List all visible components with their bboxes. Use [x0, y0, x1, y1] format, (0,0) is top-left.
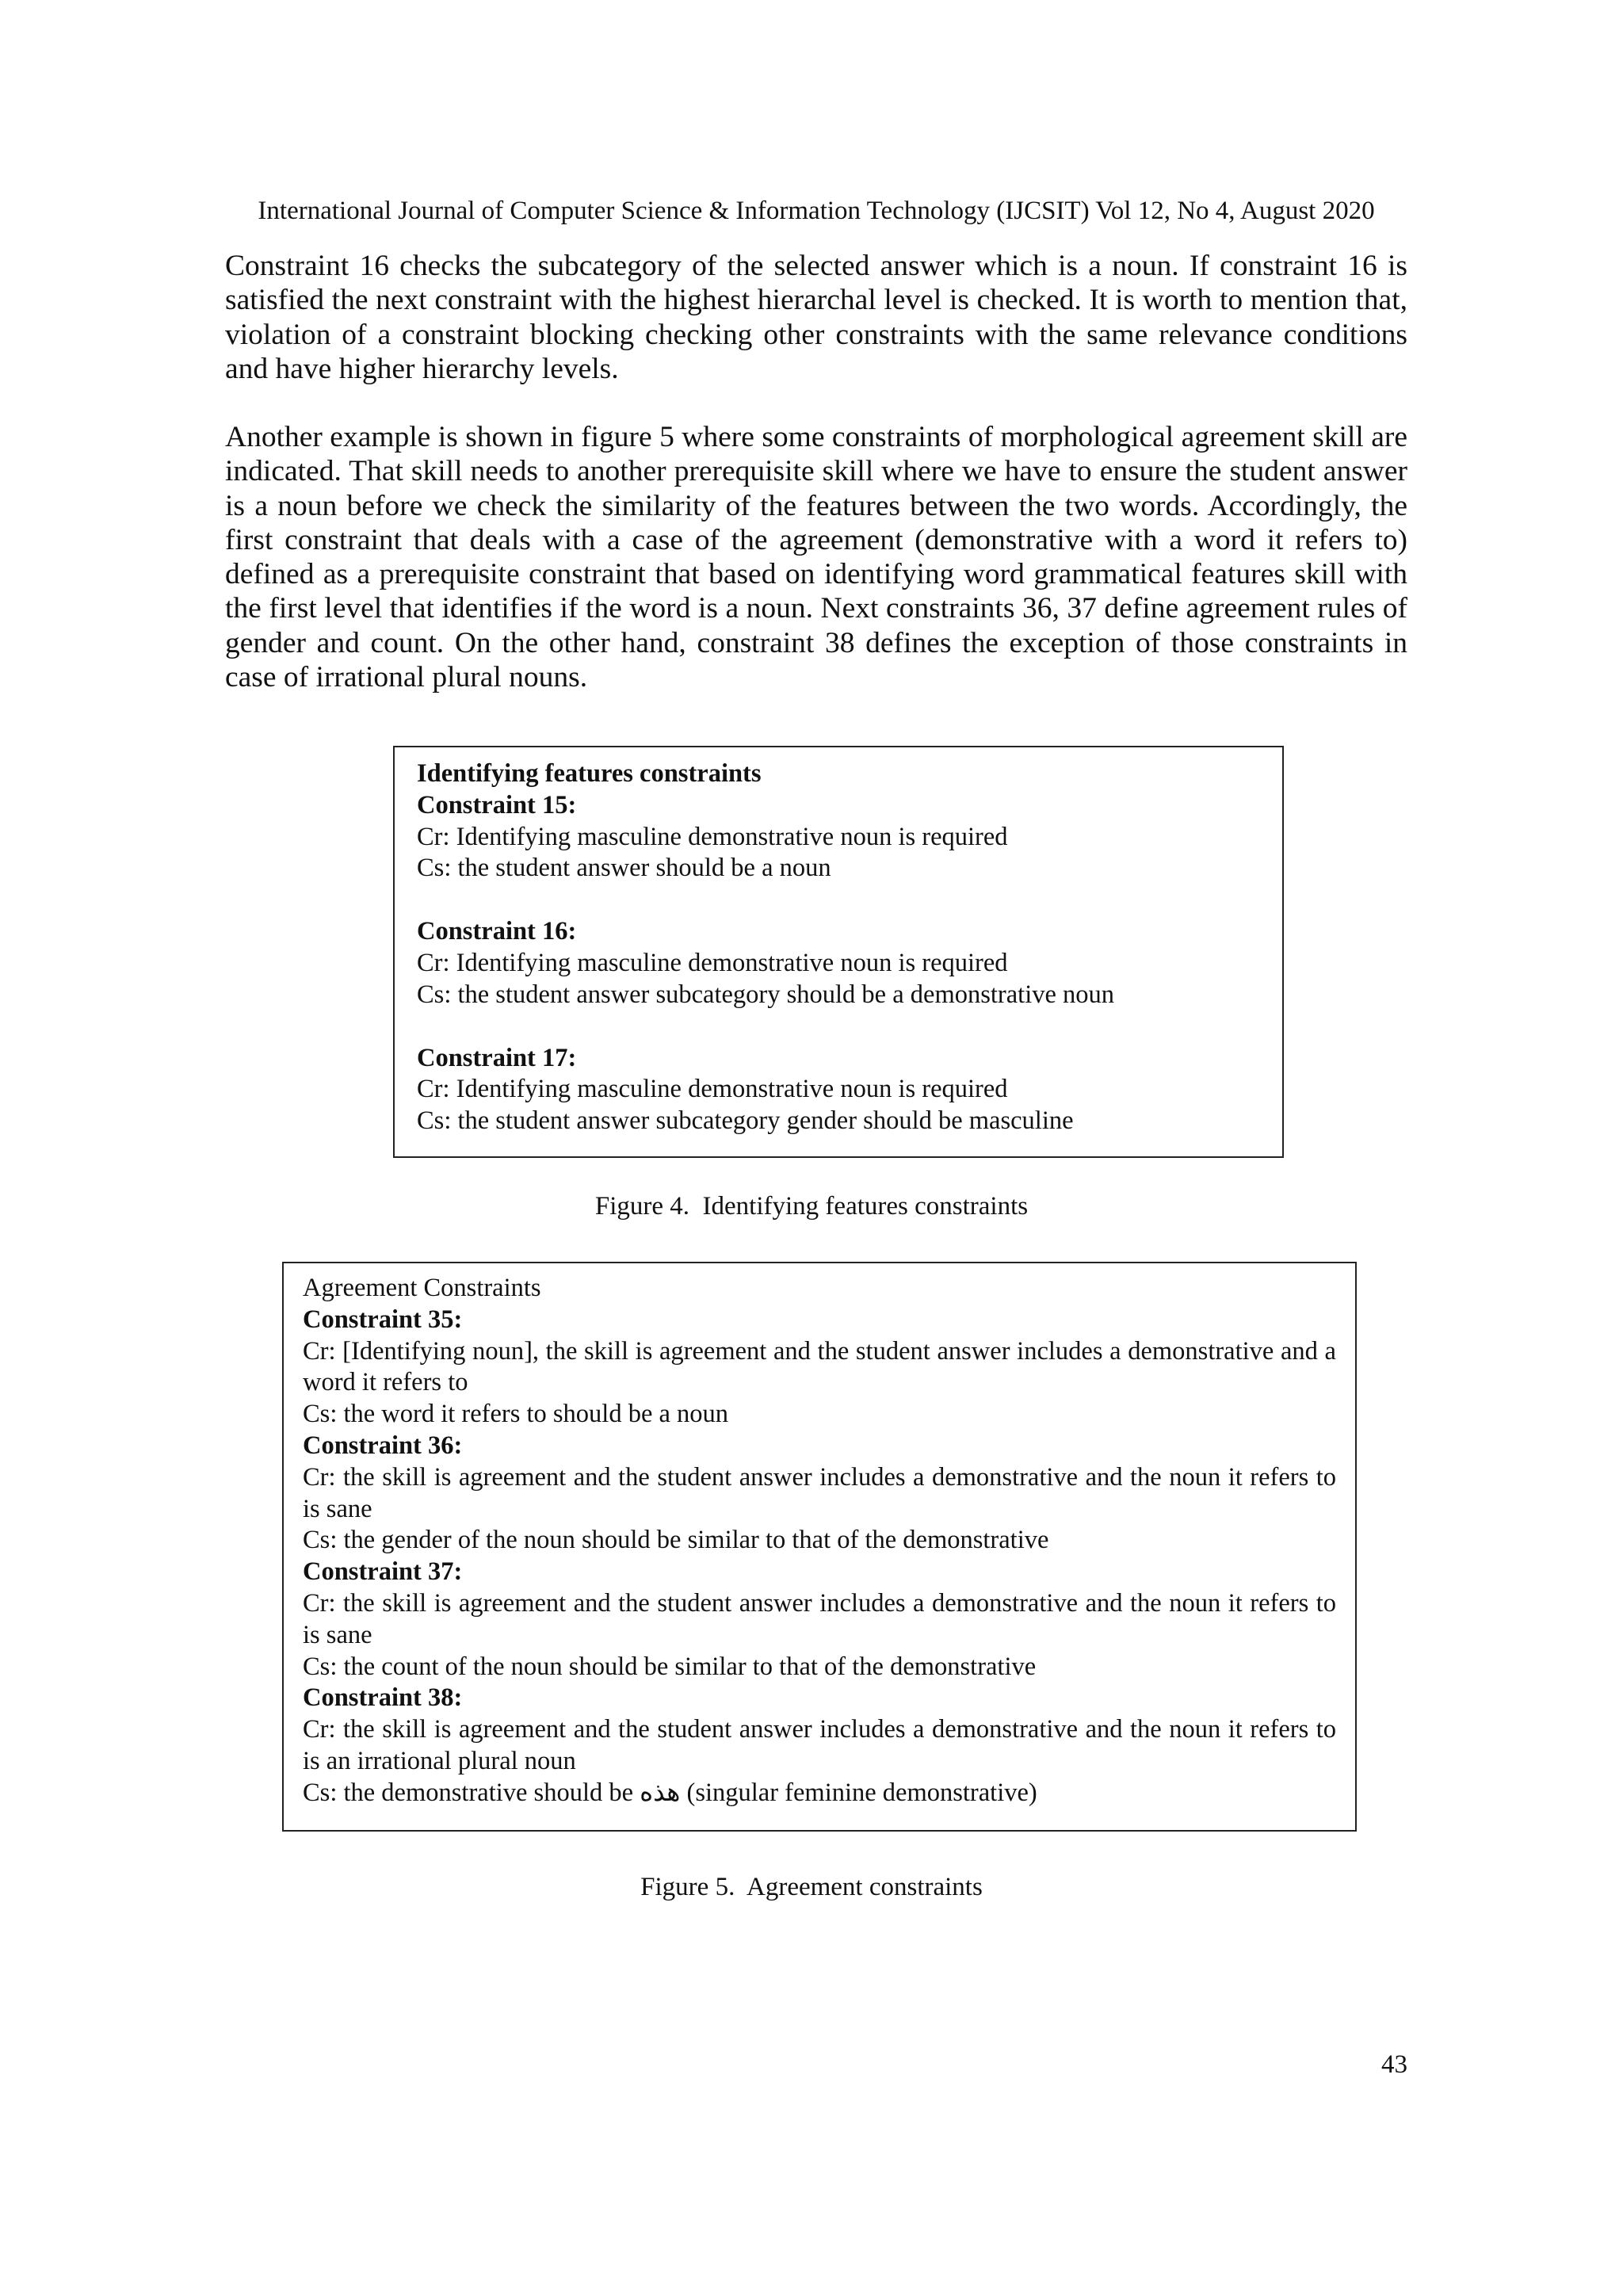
constraint-cs: Cs: the gender of the noun should be similar to that of the demonstrative: [303, 1526, 1049, 1555]
figure-4-caption: Figure 4. Identifying features constraints: [594, 1192, 1029, 1221]
body-paragraph-2: Another example is shown in figure 5 where some constraints of morphological agreement skill are indicated. That skill needs to another prerequisite skill where we have to ensure the student answer is a noun before we check the similarity of the features between the two words. Accordingly, the first constraint that deals with a case of the agreement (demonstrative with a word it refers to) defined as a prerequisite constraint that based on identifying word grammatical features skill with the first level that identifies if the word is a noun. Next constraints 36, 37 define agreement rules of gender and count. On the other hand, constraint 38 defines the exception of those constraints in case of irrational plural nouns.: [225, 421, 1407, 694]
constraint-name: Constraint 17:: [417, 1043, 577, 1072]
body-paragraph-1: Constraint 16 checks the subcategory of the selected answer which is a noun. If constraint 16 is satisfied the next constraint with the highest hierarchal level is checked. It is worth to mention that, violation of a constraint blocking checking other constraints with the same relevance conditions and have higher hierarchy levels.: [225, 250, 1407, 385]
constraint-name: Constraint 38:: [303, 1683, 463, 1713]
figure-5-box: [282, 1262, 1357, 1832]
running-header: International Journal of Computer Science & Information Technology (IJCSIT) Vol 12, No 4, August 2020: [258, 197, 1375, 225]
constraint-name: Constraint 16:: [417, 917, 577, 946]
constraint-cs: Cs: the student answer subcategory should be a demonstrative noun: [417, 980, 1115, 1009]
constraint-name: Constraint 15:: [417, 790, 577, 819]
constraint-cs: Cs: the student answer should be a noun: [417, 854, 831, 883]
constraint-cr: Cr: the skill is agreement and the student answer includes a demonstrative and the noun it refers to is an irrational plural noun: [303, 1715, 1336, 1775]
constraint-cr: Cr: Identifying masculine demonstrative noun is required: [417, 822, 1008, 851]
figure-4-title: Identifying features constraints: [417, 759, 762, 788]
figure-4-box: [393, 746, 1284, 1158]
constraint-cs: Cs: the word it refers to should be a noun: [303, 1400, 729, 1429]
constraint-name: Constraint 35:: [303, 1305, 463, 1334]
constraint-name: Constraint 37:: [303, 1557, 463, 1587]
figure-5-caption: Figure 5. Agreement constraints: [640, 1873, 983, 1901]
constraint-cr: Cr: Identifying masculine demonstrative noun is required: [417, 948, 1008, 977]
constraint-cr: Cr: [Identifying noun], the skill is agreement and the student answer includes a demonstrative and a word it refers to: [303, 1336, 1336, 1397]
constraint-cr: Cr: Identifying masculine demonstrative noun is required: [417, 1075, 1008, 1104]
constraint-name: Constraint 36:: [303, 1431, 463, 1460]
page-number: 43: [1381, 2050, 1407, 2079]
constraint-cs: Cs: the count of the noun should be similar to that of the demonstrative: [303, 1652, 1037, 1681]
constraint-cs: Cs: the student answer subcategory gender should be masculine: [417, 1106, 1074, 1136]
constraint-cr: Cr: the skill is agreement and the student answer includes a demonstrative and the noun it refers to is sane: [303, 1588, 1336, 1649]
constraint-cr: Cr: the skill is agreement and the student answer includes a demonstrative and the noun it refers to is sane: [303, 1462, 1336, 1523]
figure-5-title: Agreement Constraints: [303, 1274, 541, 1302]
constraint-cs: Cs: the demonstrative should be هذه (singular feminine demonstrative): [303, 1778, 1037, 1807]
